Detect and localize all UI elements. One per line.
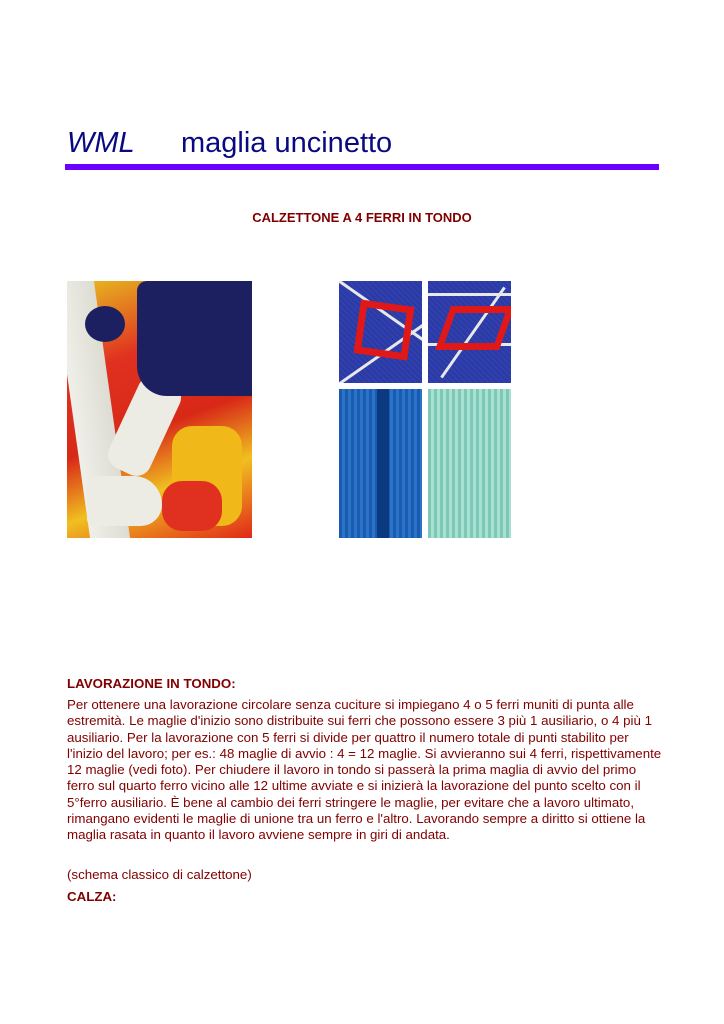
mint-knit-sample <box>428 389 511 538</box>
page-title: maglia uncinetto <box>181 127 393 159</box>
header-rule <box>65 164 659 170</box>
knitting-needles-photo-grid <box>339 281 511 538</box>
section-heading: LAVORAZIONE IN TONDO: <box>67 676 236 691</box>
document-subtitle: CALZETTONE A 4 FERRI IN TONDO <box>252 210 472 225</box>
page-header <box>67 127 392 160</box>
navy-hat <box>137 281 252 396</box>
four-needles-photo <box>339 281 422 383</box>
hat-pompom <box>85 306 125 342</box>
five-needles-photo <box>428 281 511 383</box>
section-paragraph: Per ottenere una lavorazione circolare senza cuciture si impiegano 4 o 5 ferri muniti di punta alle estremità. Le maglie d'inizio sono distribuite sui ferri che possono essere 3 più 1 ausiliario, o 4 più 1 ausiliario. Per la lavorazione con 5 ferri si divide per quattro il numero totale di punti stabilito per l'inizio del lavoro; per es.: 48 maglie di avvio : 4 = 12 maglie. Si avvieranno sui 4 ferri, rispettivamente 12 maglie (vedi foto). Per chiudere il lavoro in tondo si passerà la prima maglia di avvio del primo ferro sul quarto ferro vicino alle 12 ultime avviate e si inizierà la lavorazione del punto scelto con il 5°ferro ausiliario. È bene al cambio dei ferri stringere le maglie, per evitare che a lavoro ultimato, rimangano evidenti le maglie di unione tra un ferro e l'altro. Lavorando sempre a diritto si ottiene la maglia rasata in quanto il lavoro avviene sempre in giri di andata. <box>67 697 662 843</box>
red-sock <box>162 481 222 531</box>
white-sock-foot <box>87 476 162 526</box>
section-note: (schema classico di calzettone) <box>67 867 252 882</box>
socks-and-hat-photo <box>67 281 252 538</box>
blue-knit-sample <box>339 389 422 538</box>
section-subheading: CALZA: <box>67 889 117 904</box>
brand-logo: WML <box>67 127 135 159</box>
